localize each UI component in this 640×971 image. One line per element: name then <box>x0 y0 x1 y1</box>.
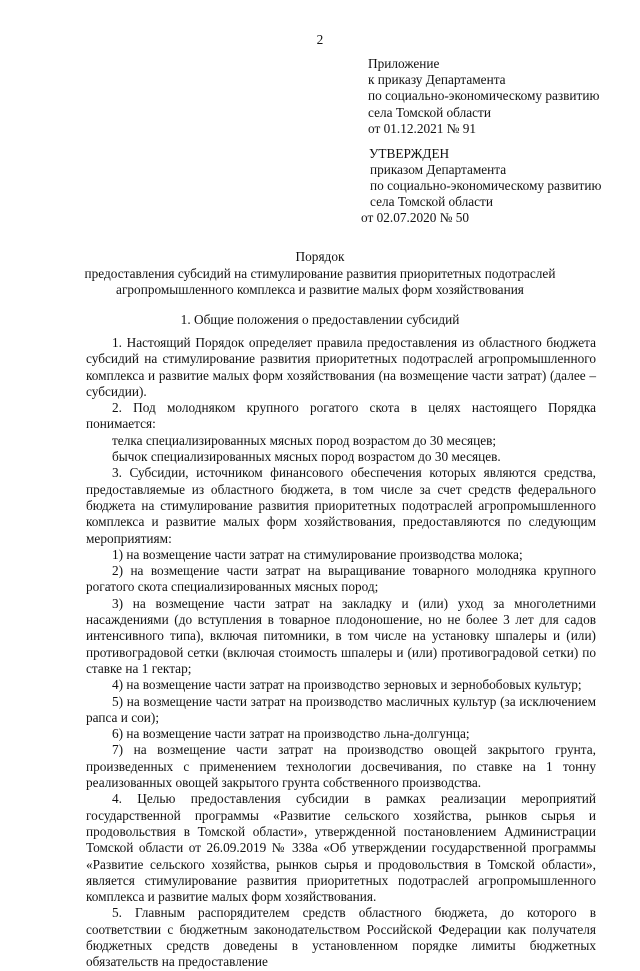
approved-line: по социально-экономическому развитию <box>370 178 602 193</box>
paragraph: 3) на возмещение части затрат на закладку и (или) уход за многолетними насаждениями (до вступления в товарное плодоношение, но не более 3 лет для садов интенсивного типа), включая питомники, в том числе на установку шпалеры и (или) противоградовой сетки (включая стоимость шпалеры и (или) противоградовой сетки) по ставке на 1 гектар; <box>86 595 596 676</box>
approved-line: от 02.07.2020 № 50 <box>361 210 470 225</box>
paragraph: 1. Настоящий Порядок определяет правила предоставления из областного бюджета субсидий на стимулирование развития приоритетных подотраслей агропромышленного комплекса и развитие малых форм хозяйствования (на возмещение части затрат) (далее – субсидии). <box>86 335 596 399</box>
appendix-block <box>368 56 599 137</box>
paragraph: 2. Под молодняком крупного рогатого скота в целях настоящего Порядка понимается: <box>86 400 596 432</box>
paragraph: 2) на возмещение части затрат на выращивание товарного молодняка крупного рогатого скота специализированных мясных пород; <box>86 563 596 595</box>
paragraph: 3. Субсидии, источником финансового обеспечения которых являются средства, предоставляемые из областного бюджета, в том числе за счет средств федерального бюджета на стимулирование развития приоритетных подотраслей агропромышленного комплекса и развитие малых форм хозяйствования, предоставляются по следующим мероприятиям: <box>86 465 596 546</box>
section-heading: 1. Общие положения о предоставлении субсидий <box>180 312 460 327</box>
approved-line: села Томской области <box>370 194 493 209</box>
approved-line: приказом Департамента <box>370 162 507 177</box>
paragraph: 4) на возмещение части затрат на производство зерновых и зернобобовых культур; <box>112 677 582 693</box>
appendix-line: села Томской области <box>368 104 491 120</box>
paragraph: 5. Главным распорядителем средств областного бюджета, до которого в соответствии с бюджетным законодательством Российской Федерации как получателя бюджетных средств доведены в установленном порядке лимиты бюджетных обязательств на предоставление <box>86 905 596 970</box>
paragraph: бычок специализированных мясных пород возрастом до 30 месяцев. <box>112 449 501 465</box>
appendix-line: от 01.12.2021 № 91 <box>368 120 477 136</box>
title-line: Порядок <box>295 249 345 264</box>
paragraph: 5) на возмещение части затрат на производство масличных культур (за исключением рапса и сои); <box>86 693 596 725</box>
paragraph: 1) на возмещение части затрат на стимулирование производства молока; <box>112 546 523 562</box>
page-number: 2 <box>316 32 324 47</box>
paragraph: 6) на возмещение части затрат на производство льна-долгунца; <box>112 726 470 742</box>
appendix-line: Приложение <box>368 56 440 71</box>
title-line: агропромышленного комплекса и развитие малых форм хозяйствования <box>116 282 524 297</box>
appendix-line: по социально-экономическому развитию <box>368 88 600 104</box>
paragraph: телка специализированных мясных пород возрастом до 30 месяцев; <box>112 432 497 448</box>
body-text <box>86 335 596 971</box>
document-title <box>0 249 640 299</box>
appendix-line: к приказу Департамента <box>368 72 506 88</box>
paragraph: 4. Целью предоставления субсидии в рамках реализации мероприятий государственной программы «Развитие сельского хозяйства, рынков сырья и продовольствия в Томской области», утвержденной постановлением Администрации Томской области от 26.09.2019 № 338а «Об утверждении государственной программы «Развитие сельского хозяйства, рынков сырья и продовольствия в Томской области», является стимулирование развития приоритетных подотраслей агропромышленного комплекса и развитие малых форм хозяйствования. <box>86 791 596 905</box>
title-line: предоставления субсидий на стимулирование развития приоритетных подотраслей <box>84 265 556 281</box>
paragraph: 7) на возмещение части затрат на производство овощей закрытого грунта, произведенных с применением технологии досвечивания, по ставке на 1 тонну реализованных овощей закрытого грунта собственного производства. <box>86 742 596 791</box>
approved-heading: УТВЕРЖДЕН <box>369 146 450 161</box>
